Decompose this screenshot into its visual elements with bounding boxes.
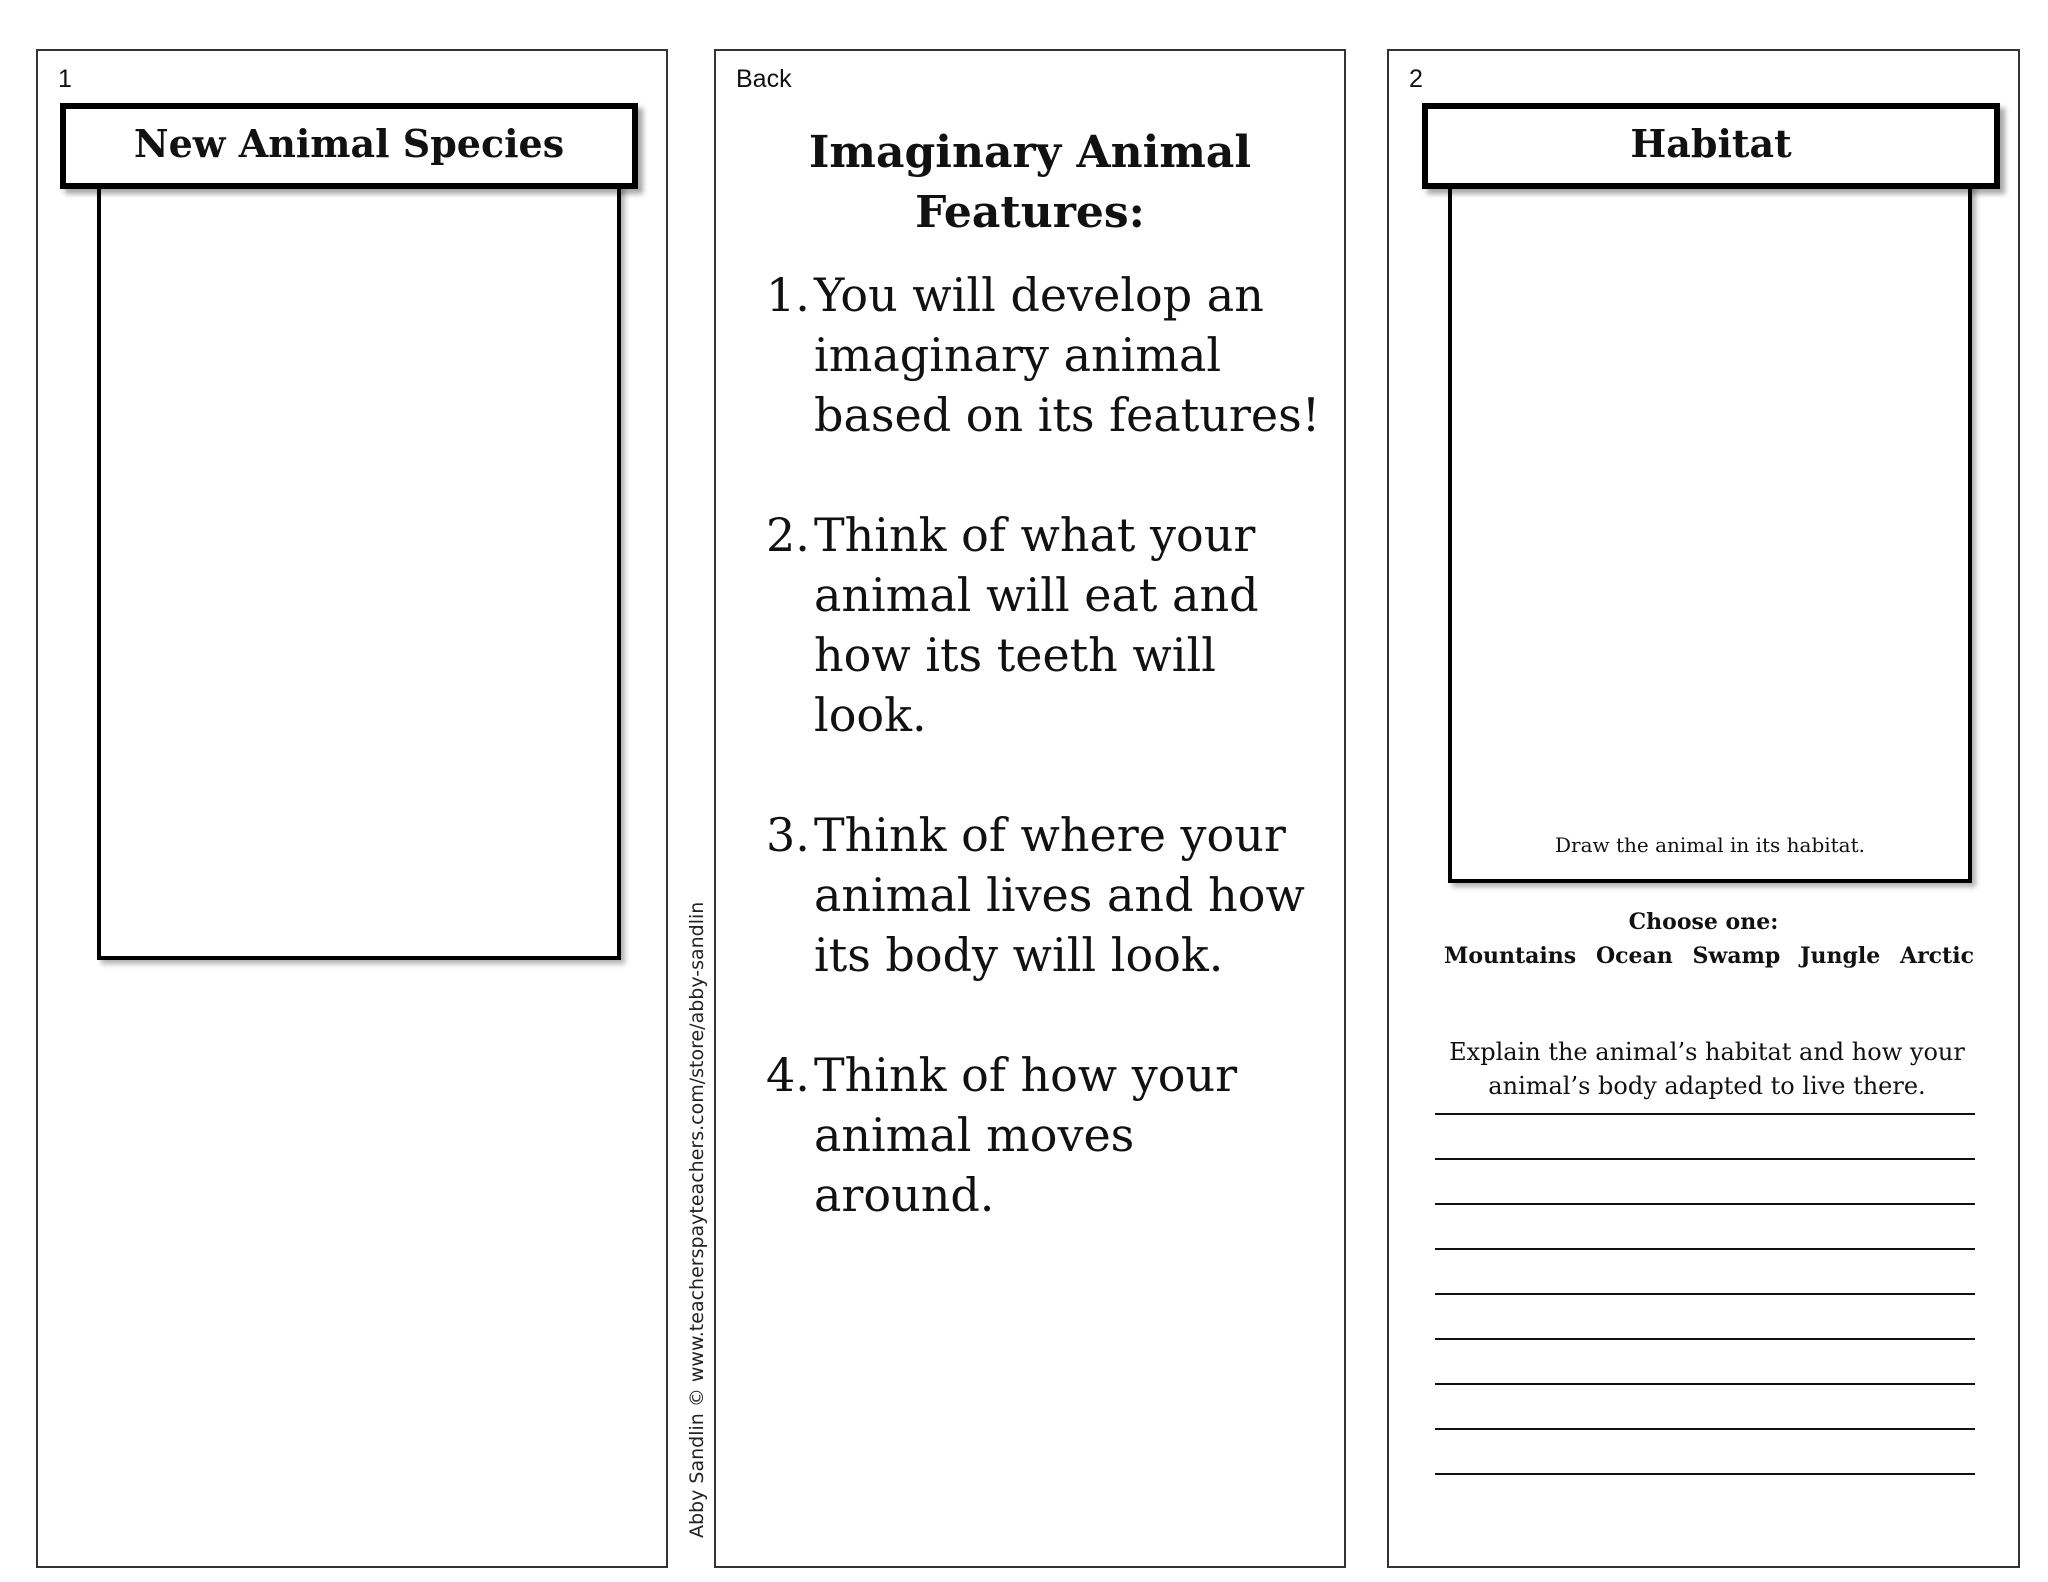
panel-title: New Animal Species (60, 103, 638, 189)
habitat-option[interactable]: Swamp (1692, 943, 1781, 969)
habitat-option[interactable]: Arctic (1900, 943, 1974, 969)
step-number: 1. (766, 268, 810, 322)
writing-line[interactable] (1435, 1203, 1975, 1205)
habitat-option[interactable]: Mountains (1444, 943, 1577, 969)
copyright-credit: Abby Sandlin © www.teacherspayteachers.com/store/abby-sandlin (686, 901, 708, 1538)
writing-line[interactable] (1435, 1428, 1975, 1430)
writing-line[interactable] (1435, 1248, 1975, 1250)
writing-line[interactable] (1435, 1473, 1975, 1475)
habitat-options (1444, 943, 1974, 969)
writing-line[interactable] (1435, 1158, 1975, 1160)
step-text: Think of where your animal lives and how its body will look. (814, 808, 1305, 982)
writing-line[interactable] (1435, 1383, 1975, 1385)
step-text: Think of how your animal moves around. (814, 1048, 1238, 1222)
page-number: 2 (1409, 65, 1423, 93)
instruction-list (766, 265, 1326, 1285)
writing-line[interactable] (1435, 1338, 1975, 1340)
instruction-step (766, 1045, 1326, 1225)
habitat-drawing-box[interactable] (1448, 183, 1972, 883)
panel-title: Habitat (1422, 103, 2000, 189)
step-number: 4. (766, 1048, 810, 1102)
drawing-caption: Draw the animal in its habitat. (1555, 833, 1865, 857)
instruction-step (766, 505, 1326, 745)
back-panel (714, 49, 1346, 1568)
habitat-option[interactable]: Ocean (1595, 943, 1673, 969)
step-text: You will develop an imaginary animal based on its features! (814, 268, 1321, 442)
instruction-step (766, 265, 1326, 445)
explain-line-2: animal’s body adapted to live there. (1488, 1072, 1926, 1100)
page-number: 1 (58, 65, 72, 93)
explain-line-1: Explain the animal’s habitat and how your (1449, 1038, 1965, 1066)
panel-1 (36, 49, 668, 1568)
explain-prompt (1429, 1035, 1985, 1103)
panel-2 (1387, 49, 2020, 1568)
back-label: Back (736, 65, 792, 93)
choose-label: Choose one: (1628, 909, 1779, 935)
habitat-option[interactable]: Jungle (1800, 943, 1881, 969)
back-title-line-1: Imaginary Animal (808, 127, 1252, 178)
writing-line[interactable] (1435, 1113, 1975, 1115)
step-number: 2. (766, 508, 810, 562)
back-title-line-2: Features: (915, 187, 1145, 238)
step-number: 3. (766, 808, 810, 862)
instruction-step (766, 805, 1326, 985)
back-title (716, 123, 1344, 243)
drawing-box[interactable] (97, 183, 621, 960)
writing-line[interactable] (1435, 1293, 1975, 1295)
step-text: Think of what your animal will eat and how its teeth will look. (814, 508, 1259, 742)
